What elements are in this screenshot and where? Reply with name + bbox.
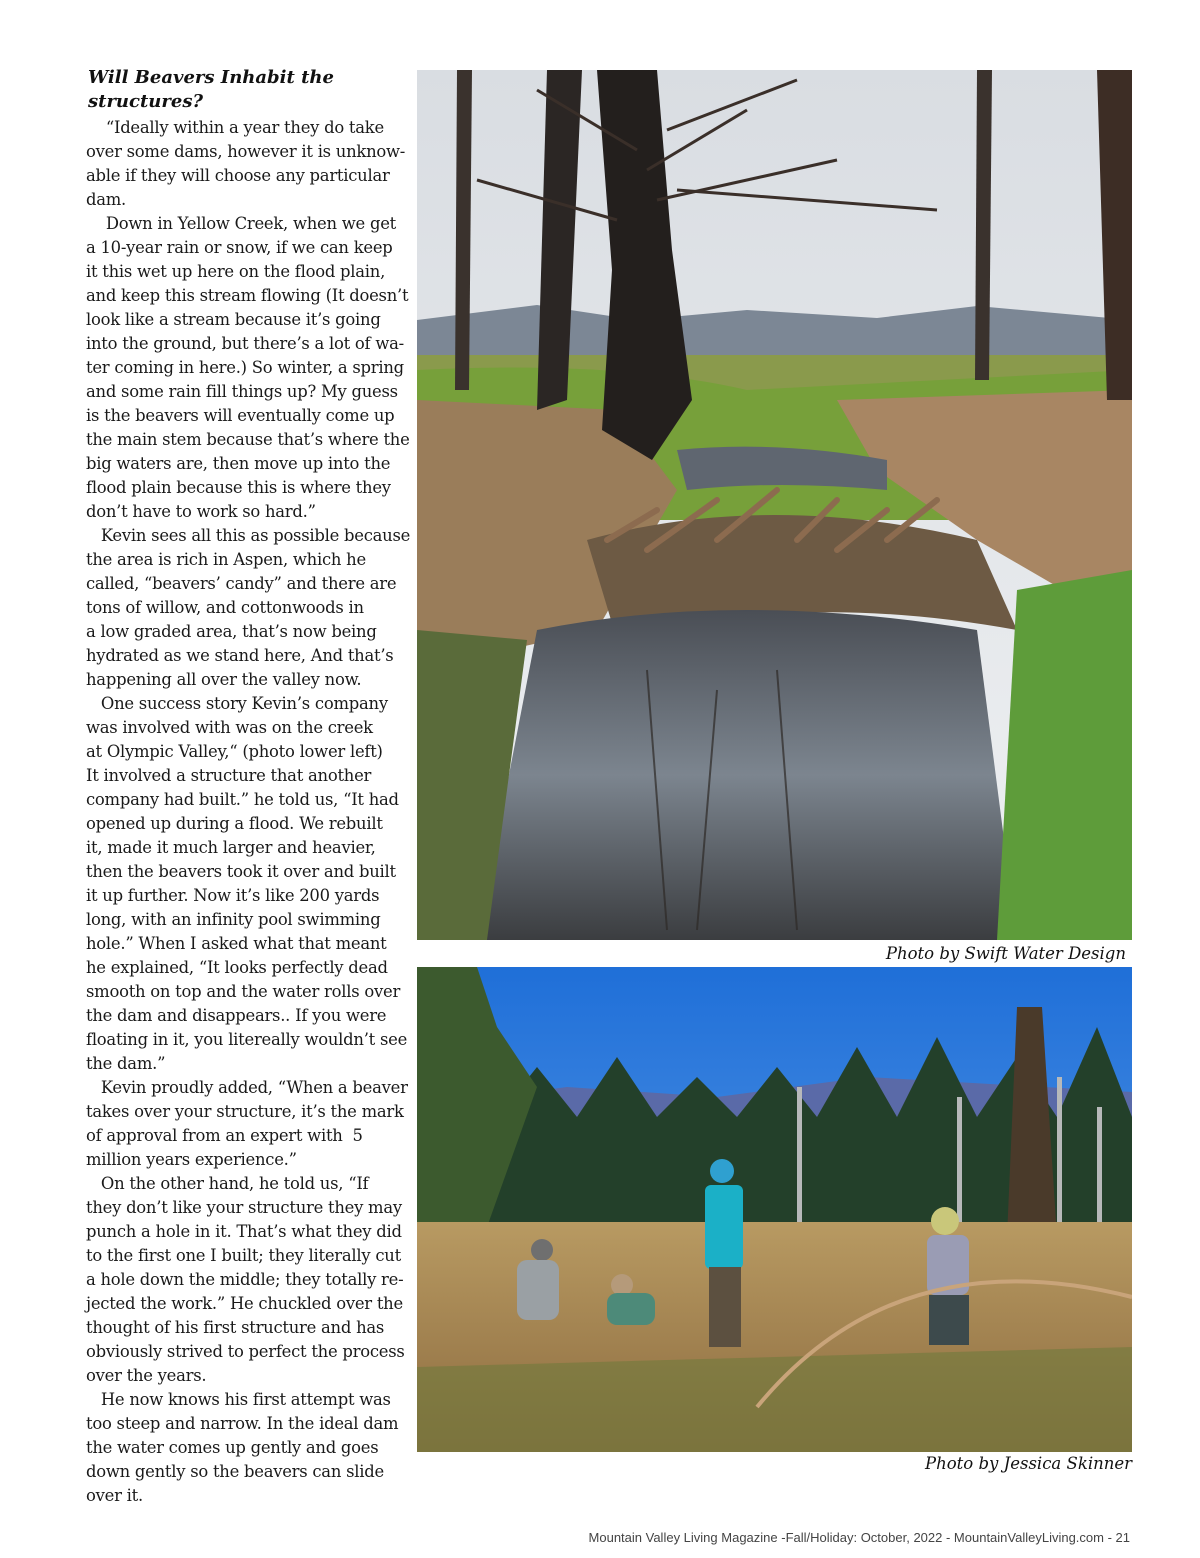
article-line: a low graded area, that’s now being <box>86 622 377 641</box>
article-line: long, with an infinity pool swimming <box>86 910 381 929</box>
article-line: takes over your structure, it’s the mark <box>86 1102 404 1121</box>
article-line: It involved a structure that another <box>86 766 372 785</box>
article-line: the area is rich in Aspen, which he <box>86 550 366 569</box>
page-footer: Mountain Valley Living Magazine -Fall/Holiday: October, 2022 - MountainValleyLiving.com - 21 <box>588 1530 1130 1545</box>
article-body <box>86 116 411 1508</box>
bottom-photo-caption: Photo by Jessica Skinner <box>925 1454 1132 1473</box>
article-line: opened up during a flood. We rebuilt <box>86 814 383 833</box>
article-line: Kevin sees all this as possible because <box>86 526 411 545</box>
article-line: too steep and narrow. In the ideal dam <box>86 1414 399 1433</box>
article-line: “Ideally within a year they do take <box>86 118 384 137</box>
article-line: over some dams, however it is unknow- <box>86 142 406 161</box>
article-line: down gently so the beavers can slide <box>86 1462 384 1481</box>
article-line: big waters are, then move up into the <box>86 454 391 473</box>
article-line: Down in Yellow Creek, when we get <box>86 214 396 233</box>
top-photo-caption: Photo by Swift Water Design <box>885 944 1126 963</box>
article-line: it up further. Now it’s like 200 yards <box>86 886 380 905</box>
article-column <box>86 66 411 1508</box>
article-line: He now knows his first attempt was <box>86 1390 391 1409</box>
article-line: happening all over the valley now. <box>86 670 362 689</box>
article-line: look like a stream because it’s going <box>86 310 381 329</box>
article-line: flood plain because this is where they <box>86 478 391 497</box>
article-line: and keep this stream flowing (It doesn’t <box>86 286 409 305</box>
article-line: into the ground, but there’s a lot of wa- <box>86 334 404 353</box>
article-line: the main stem because that’s where the <box>86 430 410 449</box>
article-line: dam. <box>86 190 127 209</box>
article-line: over the years. <box>86 1366 207 1385</box>
article-line: a hole down the middle; they totally re- <box>86 1270 404 1289</box>
article-line: jected the work.” He chuckled over the <box>86 1294 403 1313</box>
article-line: of approval from an expert with 5 <box>86 1126 363 1145</box>
article-line: hydrated as we stand here, And that’s <box>86 646 394 665</box>
article-line: floating in it, you litereally wouldn’t see <box>86 1030 408 1049</box>
article-line: punch a hole in it. That’s what they did <box>86 1222 402 1241</box>
article-line: over it. <box>86 1486 143 1505</box>
article-line: it, made it much larger and heavier, <box>86 838 376 857</box>
article-line: the dam and disappears.. If you were <box>86 1006 387 1025</box>
article-line: thought of his first structure and has <box>86 1318 385 1337</box>
article-line: then the beavers took it over and built <box>86 862 396 881</box>
article-line: he explained, “It looks perfectly dead <box>86 958 388 977</box>
meadow-crew-photo <box>417 967 1132 1452</box>
article-heading: Will Beavers Inhabit the structures? <box>88 67 334 112</box>
article-line: at Olympic Valley,“ (photo lower left) <box>86 742 383 761</box>
article-line: hole.” When I asked what that meant <box>86 934 387 953</box>
article-line: the dam.” <box>86 1054 166 1073</box>
article-line: called, “beavers’ candy” and there are <box>86 574 397 593</box>
article-line: million years experience.” <box>86 1150 297 1169</box>
article-line: Kevin proudly added, “When a beaver <box>86 1078 408 1097</box>
article-line: don’t have to work so hard.” <box>86 502 316 521</box>
creek-dam-photo <box>417 70 1132 940</box>
article-line: and some rain fill things up? My guess <box>86 382 398 401</box>
article-line: is the beavers will eventually come up <box>86 406 395 425</box>
article-line: it this wet up here on the flood plain, <box>86 262 386 281</box>
article-line: smooth on top and the water rolls over <box>86 982 401 1001</box>
article-line: obviously strived to perfect the process <box>86 1342 405 1361</box>
article-line: One success story Kevin’s company <box>86 694 388 713</box>
article-line: to the first one I built; they literally cut <box>86 1246 401 1265</box>
article-line: company had built.” he told us, “It had <box>86 790 399 809</box>
article-line: On the other hand, he told us, “If <box>86 1174 369 1193</box>
article-line: the water comes up gently and goes <box>86 1438 379 1457</box>
article-line: tons of willow, and cottonwoods in <box>86 598 364 617</box>
article-line: ter coming in here.) So winter, a spring <box>86 358 404 377</box>
article-line: was involved with was on the creek <box>86 718 373 737</box>
article-line: they don’t like your structure they may <box>86 1198 402 1217</box>
article-line: a 10-year rain or snow, if we can keep <box>86 238 393 257</box>
article-line: able if they will choose any particular <box>86 166 390 185</box>
